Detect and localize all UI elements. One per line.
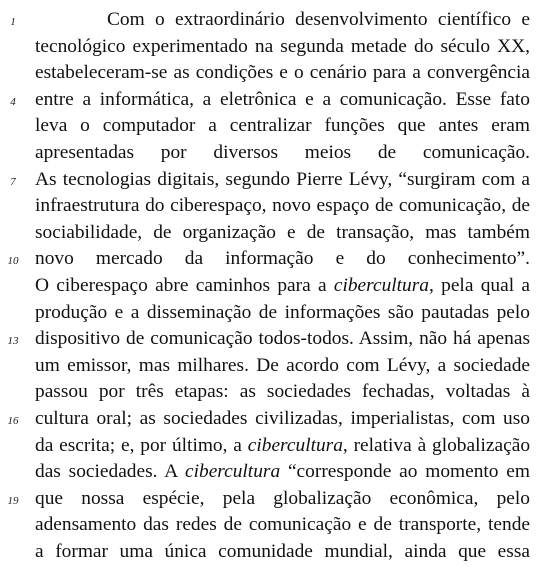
text-segment: tecnológico experimentado na segunda metade do século XX,: [35, 35, 530, 57]
line-number: 19: [7, 494, 19, 507]
text-segment: produção e a disseminação de informações são pautadas pelo: [35, 301, 530, 323]
text-segment: entre a informática, a eletrônica e a comunicação. Esse fato: [35, 88, 530, 110]
line-text: [35, 434, 530, 458]
text-segment: adensamento das redes de comunicação e de transporte, tende: [35, 514, 530, 536]
text-segment: da escrita; e, por último, a: [35, 434, 248, 456]
text-line: [0, 487, 537, 513]
text-line: [0, 88, 537, 114]
text-segment: “corresponde ao momento em: [280, 461, 530, 483]
text-line: [0, 114, 537, 140]
text-line: [0, 327, 537, 353]
text-line: [0, 221, 537, 247]
text-segment: , relativa à globalização: [342, 434, 530, 456]
text-segment: , pela qual a: [429, 275, 530, 296]
line-text: [35, 194, 530, 218]
text-segment: apresentadas por diversos meios de comunicação.: [35, 142, 530, 163]
line-text: [35, 141, 530, 165]
line-text: [35, 487, 530, 511]
line-text: [35, 221, 530, 245]
line-text: [35, 247, 530, 271]
text-segment: infraestrutura do ciberespaço, novo espaço de comunicação, de: [35, 195, 530, 217]
text-segment: dispositivo de comunicação todos-todos. Assim, não há apenas: [35, 328, 530, 350]
text-line: [0, 460, 537, 486]
text-segment: das sociedades. A: [35, 461, 185, 483]
text-line: [0, 194, 537, 220]
text-line: [0, 407, 537, 433]
text-line: [0, 168, 537, 194]
line-number: 16: [7, 415, 19, 427]
line-text: [35, 301, 530, 325]
italic-term: cibercultura: [247, 434, 343, 456]
text-segment: As tecnologias digitais, segundo Pierre Lévy, “surgiram com a: [35, 168, 530, 190]
text-segment: sociabilidade, de organização e de transação, mas também: [35, 221, 530, 243]
line-text: [35, 274, 530, 298]
text-line: [0, 354, 537, 380]
text-line: [0, 301, 537, 327]
text-segment: novo mercado da informação e do conhecimento”.: [35, 248, 530, 270]
text-segment: O ciberespaço abre caminhos para a: [35, 275, 334, 296]
text-segment: leva o computador a centralizar funções que antes eram: [35, 115, 530, 137]
text-line: [0, 274, 537, 300]
text-segment: um emissor, mas milhares. De acordo com Lévy, a sociedade: [35, 354, 530, 376]
line-text: [35, 168, 530, 192]
italic-term: cibercultura: [185, 461, 281, 483]
line-number: 1: [10, 16, 16, 28]
line-text: [35, 460, 530, 484]
line-text: [35, 327, 530, 351]
line-number: 10: [7, 255, 19, 268]
text-line: [0, 35, 537, 61]
line-text: [35, 35, 530, 59]
line-text: [35, 114, 530, 138]
text-line: [0, 540, 537, 566]
text-line: [0, 61, 537, 87]
text-line: [0, 434, 537, 460]
text-line: [0, 513, 537, 539]
line-text: [35, 380, 530, 404]
italic-term: cibercultura: [333, 275, 429, 296]
line-text: [107, 8, 530, 32]
text-segment: Com o extraordinário desenvolvimento científico e: [107, 9, 530, 30]
line-text: [35, 354, 530, 378]
line-text: [35, 540, 530, 564]
text-segment: cultura oral; as sociedades civilizadas, imperialistas, com uso: [35, 408, 530, 429]
text-line: [0, 247, 537, 273]
text-line: [0, 141, 537, 167]
line-number: 7: [10, 175, 16, 188]
text-segment: que nossa espécie, pela globalização econômica, pelo: [35, 487, 530, 509]
line-number: 13: [7, 335, 19, 348]
line-text: [35, 513, 530, 537]
line-number: 4: [10, 95, 16, 108]
line-text: [35, 61, 530, 85]
line-text: [35, 407, 530, 431]
text-line: [0, 8, 537, 34]
line-text: [35, 88, 530, 112]
text-segment: a formar uma única comunidade mundial, ainda que essa: [35, 541, 530, 562]
text-line: [0, 380, 537, 406]
text-segment: passou por três etapas: as sociedades fechadas, voltadas à: [35, 381, 530, 403]
text-segment: estabeleceram-se as condições e o cenário para a convergência: [35, 62, 530, 84]
